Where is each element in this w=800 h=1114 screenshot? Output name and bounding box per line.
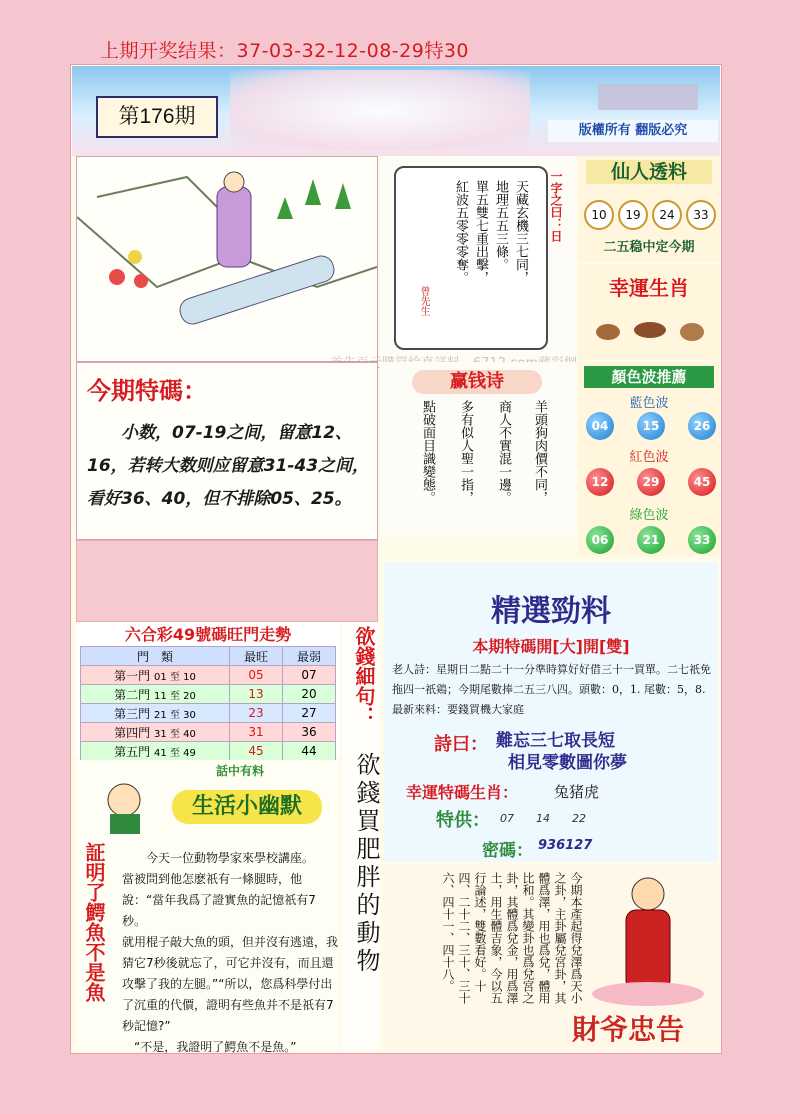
sage-illustration bbox=[77, 157, 377, 361]
trend-row-min: 07 bbox=[283, 666, 336, 685]
select-offer-number: 22 bbox=[572, 812, 586, 825]
select-zodiac-label: 幸運特碼生肖： bbox=[406, 783, 519, 802]
xianren-panel bbox=[578, 156, 720, 262]
green-balls bbox=[586, 526, 716, 554]
special-title: 今期特碼： bbox=[87, 376, 207, 405]
red-ball: 29 bbox=[637, 468, 665, 496]
select-code: 936127 bbox=[538, 838, 593, 853]
humor-title: 生活小幽默 bbox=[172, 790, 322, 824]
humor-paragraph: “不是，我證明了鰐魚不是魚。” bbox=[134, 1040, 297, 1054]
poem-line-2: 地理五五三條。 bbox=[493, 180, 508, 271]
select-title: 精選勁料 bbox=[491, 594, 611, 629]
trend-row-name: 第一門 bbox=[114, 668, 151, 683]
god-of-wealth-icon bbox=[588, 866, 708, 1006]
select-poem-2: 相見零數圖你夢 bbox=[508, 753, 627, 773]
blurred-ad bbox=[76, 540, 378, 622]
blue-ball: 26 bbox=[688, 412, 716, 440]
trend-row-range: 01 至 10 bbox=[154, 671, 196, 683]
xianren-number: 24 bbox=[652, 200, 682, 230]
trend-header: 最旺 bbox=[230, 647, 283, 666]
trend-row-name: 第四門 bbox=[114, 725, 151, 740]
trend-row-max: 05 bbox=[230, 666, 283, 685]
trend-row-max: 31 bbox=[230, 723, 283, 742]
trend-row-name: 第三門 bbox=[114, 706, 151, 721]
lucky-title: 幸運生肖 bbox=[609, 276, 689, 300]
winpoem-title: 赢钱诗 bbox=[412, 370, 542, 394]
select-offer-number: 14 bbox=[536, 812, 550, 825]
lucky-panel bbox=[578, 264, 720, 360]
select-offer-number: 07 bbox=[500, 812, 514, 825]
poem-badge: 一字之曰：日 bbox=[549, 170, 563, 242]
poem-line-4: 紅波五零零零奪。 bbox=[453, 180, 468, 284]
table-row bbox=[81, 723, 336, 742]
blue-balls bbox=[586, 412, 716, 440]
want-text: 欲錢買肥胖的動物 bbox=[352, 752, 380, 976]
green-ball: 33 bbox=[688, 526, 716, 554]
trend-row-min: 36 bbox=[283, 723, 336, 742]
poem-line-3: 單五雙七重出擊， bbox=[473, 180, 488, 284]
select-sub: 本期特碼開[大]開[雙] bbox=[472, 637, 630, 656]
table-row bbox=[81, 666, 336, 685]
copyright-note: 版權所有 翻版必究 bbox=[548, 120, 718, 142]
green-label: 綠色波 bbox=[629, 508, 669, 523]
red-label: 紅色波 bbox=[629, 450, 669, 465]
blue-ball: 15 bbox=[637, 412, 665, 440]
select-code-label: 密碼： bbox=[482, 841, 533, 861]
red-balls bbox=[586, 468, 716, 496]
poem-panel bbox=[380, 156, 576, 360]
winpoem-line-1: 羊頭狗肉價不同， bbox=[532, 400, 547, 504]
select-poem-1: 難忘三七取長短 bbox=[496, 731, 615, 751]
blue-ball: 04 bbox=[586, 412, 614, 440]
trend-row-max: 45 bbox=[230, 742, 283, 761]
xianren-number: 19 bbox=[618, 200, 648, 230]
last-result: 上期开奖结果：37-03-32-12-08-29特30 bbox=[100, 40, 470, 62]
humor-paragraph: 當被問到他怎麽祇有一條腿時，他說：“當年我爲了證實魚的記憶祇有7秒。 bbox=[122, 872, 316, 928]
trend-header: 門 類 bbox=[81, 647, 230, 666]
humor-panel bbox=[76, 760, 340, 1054]
trend-title: 六合彩49號碼旺門走勢 bbox=[124, 625, 292, 644]
table-row bbox=[81, 685, 336, 704]
trend-row-range: 21 至 30 bbox=[154, 709, 196, 721]
trend-row-range: 41 至 49 bbox=[154, 747, 196, 759]
trend-row-name: 第五門 bbox=[114, 744, 151, 759]
winpoem-panel bbox=[380, 362, 576, 538]
trend-row-max: 13 bbox=[230, 685, 283, 704]
blurred-logo bbox=[598, 84, 698, 110]
select-poem-label: 詩曰： bbox=[434, 734, 488, 755]
humor-side: 証明了鰐魚不是魚 bbox=[82, 842, 106, 1002]
select-zodiac: 兔猪虎 bbox=[554, 783, 600, 801]
select-offer-label: 特供： bbox=[436, 810, 490, 831]
illustration-panel bbox=[76, 156, 378, 362]
trend-row-range: 31 至 40 bbox=[154, 728, 196, 740]
special-text: 小数，07-19之间，留意12、16，若转大数则应留意31-43之间，看好36、40，但不排除05、25。 bbox=[87, 423, 370, 509]
trend-table bbox=[80, 646, 336, 761]
winpoem-line-3: 多有似人聖一指， bbox=[458, 400, 473, 504]
winpoem-line-4: 點破面目識變態。 bbox=[420, 400, 435, 504]
trend-row-name: 第二門 bbox=[114, 687, 151, 702]
trend-row-min: 27 bbox=[283, 704, 336, 723]
xianren-title: 仙人透料 bbox=[586, 160, 712, 184]
green-ball: 21 bbox=[637, 526, 665, 554]
trend-row-max: 23 bbox=[230, 704, 283, 723]
special-panel bbox=[76, 362, 378, 540]
poem-author: 曾先生 bbox=[418, 286, 429, 316]
humor-tag: 話中有料 bbox=[216, 764, 265, 778]
xianren-number: 33 bbox=[686, 200, 716, 230]
color-panel bbox=[578, 362, 720, 556]
issue-number: 第176期 bbox=[96, 96, 218, 138]
xianren-note: 二五稳中定今期 bbox=[603, 240, 695, 255]
xianren-number: 10 bbox=[584, 200, 614, 230]
humor-body bbox=[122, 848, 338, 1058]
table-row bbox=[81, 704, 336, 723]
want-title: 欲錢細句： bbox=[352, 626, 376, 726]
zodiac-animals-icon bbox=[588, 308, 710, 352]
blue-label: 藍色波 bbox=[629, 396, 669, 411]
advice-text: 今期本產起得兌澤爲天小之卦，主卦屬兌宮卦，其體爲澤，用也爲兌，體用比和。其變卦也爲兌宮之卦，其體爲兌金，用爲澤土，用生體吉象，今以五行論述，雙數看好。十四、二十二、三十、三十六、四十一、四十八。 bbox=[441, 872, 583, 1004]
humor-paragraph: 就用棍子敲大魚的頭，但并沒有逃遠，我猜它7秒後就忘了，可它并沒有，而且還攻擊了我的左腿。”“所以，您爲科學付出了沉重的代價，證明有些魚并不是祇有7秒記憶?” bbox=[122, 935, 339, 1033]
poem-line-1: 天藏玄機三七同， bbox=[513, 180, 528, 284]
red-ball: 45 bbox=[688, 468, 716, 496]
trend-header-row bbox=[81, 647, 336, 666]
trend-row-min: 20 bbox=[283, 685, 336, 704]
table-row bbox=[81, 742, 336, 761]
want-panel bbox=[342, 622, 380, 1050]
winpoem-line-2: 商人不實混一邊。 bbox=[496, 400, 511, 504]
trend-row-min: 44 bbox=[283, 742, 336, 761]
trend-panel bbox=[76, 622, 340, 758]
select-panel bbox=[384, 562, 718, 862]
xianren-numbers bbox=[580, 200, 720, 230]
humor-paragraph: 今天一位動物學家來學校講座。 bbox=[146, 851, 315, 865]
trend-row-range: 11 至 20 bbox=[154, 690, 196, 702]
green-ball: 06 bbox=[586, 526, 614, 554]
trend-header: 最弱 bbox=[283, 647, 336, 666]
advice-title: 財爷忠告 bbox=[572, 1013, 685, 1046]
select-oldman: 老人詩：星期日二點二十一分準時算好好借三十一買單。二七祇免拖四一祇鶏；今期尾數捧二五三八四。頭數：0，1. 尾數：5，8. 最新來料：要錢買機大家庭 bbox=[392, 663, 711, 716]
color-title: 顏色波推薦 bbox=[584, 366, 714, 388]
header-glow bbox=[230, 70, 530, 150]
old-man-icon bbox=[96, 776, 166, 836]
select-offer bbox=[500, 810, 586, 826]
advice-panel bbox=[384, 866, 718, 1052]
red-ball: 12 bbox=[586, 468, 614, 496]
